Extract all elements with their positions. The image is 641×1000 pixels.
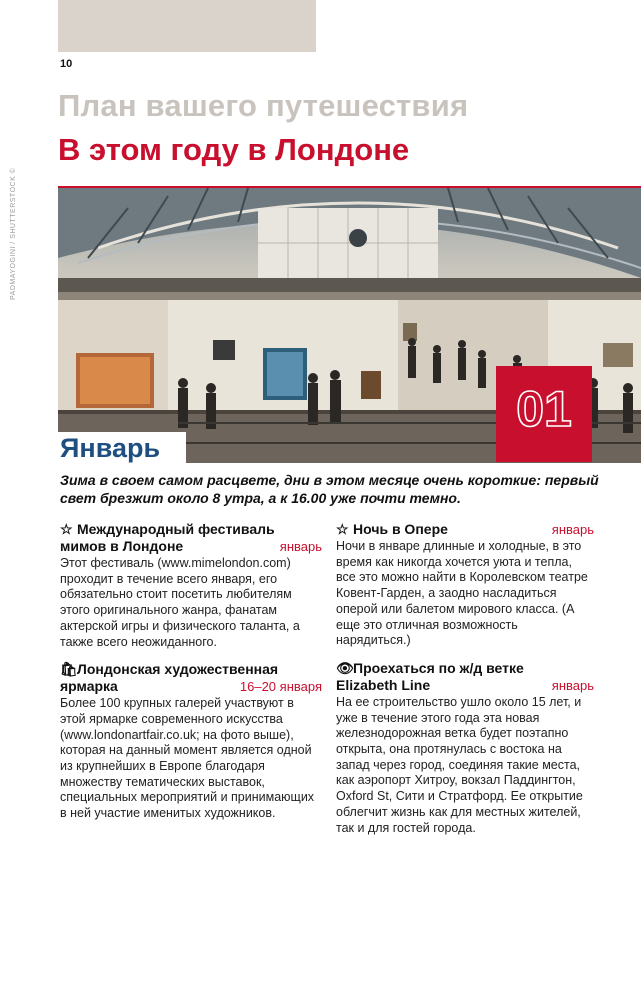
events-column-right — [336, 521, 594, 847]
event-title-line: Международный фестиваль — [77, 521, 275, 537]
event-description: На ее строительство ушло около 15 лет, и уже в течение этого года эта новая железнодорожная ветка будет поэтапно открыта, она протянулась с востока на запад через город, соединяя такие места, как аэропорт Хитроу, вокзал Паддингтон, Oxford St, Сити и Стратфорд. Ее открытие облегчит жизнь как для местных жителей, так и для гостей города. — [336, 694, 583, 835]
event-item — [336, 660, 594, 836]
event-title — [60, 661, 322, 695]
event-title-line: мимов в Лондоне — [60, 538, 184, 554]
eye-icon: 👁 — [336, 659, 354, 676]
page-number: 10 — [60, 58, 73, 70]
photo-credit: PADMAYOGINI / SHUTTERSTOCK © — [10, 167, 17, 300]
event-title — [60, 521, 322, 555]
event-date: январь — [279, 539, 322, 554]
event-title — [336, 521, 594, 538]
section-kicker: План вашего путешествия — [58, 88, 469, 123]
event-date: январь — [551, 677, 594, 693]
event-description: Ночи в январе длинные и холодные, в это время как никогда хочется уюта и тепла, все это можно найти в Королевском театре Ковент-Гарден, а заодно насладиться оперой или балетом мирового класса. (А еще это отличная возможность нарядиться.) — [336, 539, 588, 648]
event-item — [60, 521, 322, 650]
event-title-line: Ночь в Опере — [353, 521, 448, 537]
event-title-line: Лондонская художественная — [77, 661, 279, 678]
star-icon: ☆ — [336, 521, 349, 537]
event-date: январь — [551, 522, 594, 537]
clock — [349, 229, 367, 247]
top-color-bar — [58, 0, 316, 52]
event-description: Этот фестиваль (www.mimelondon.com) проходит в течение всего января, его обязательно стоит посетить любителям этого оригинального жанра, фанатам актерской игры и физического таланта, а также всего неожиданного. — [60, 556, 300, 649]
month-number: 01 — [516, 381, 572, 437]
events-column-left — [60, 521, 322, 833]
event-description: Более 100 крупных галерей участвуют в этой ярмарке современного искусства (www.londonartfair.co.uk; на фото выше), которая на данный момент является одной из крупнейших в Европе благодаря множеству тематических выставок, специальных мероприятий и принимающих в ней участие именитых художников. — [60, 696, 315, 821]
month-name: Январь — [60, 433, 161, 463]
month-number-badge — [496, 366, 592, 462]
event-item — [60, 661, 322, 822]
event-item — [336, 521, 594, 649]
month-intro: Зима в своем самом расцвете, дни в этом месяце очень короткие: первый свет брезжит около 8 утра, а к 16.00 уже почти темно. — [60, 472, 599, 506]
event-title — [336, 660, 594, 694]
event-title-line: ярмарка — [60, 678, 118, 695]
event-title-line: Elizabeth Line — [336, 676, 431, 693]
shopping-bag-icon: 🛍 — [60, 661, 78, 678]
painting — [361, 371, 381, 399]
star-icon: ☆ — [60, 521, 73, 537]
page-title: В этом году в Лондоне — [58, 132, 410, 167]
event-date: 16–20 января — [239, 679, 322, 695]
event-title-line: Проехаться по ж/д ветке — [353, 659, 524, 676]
